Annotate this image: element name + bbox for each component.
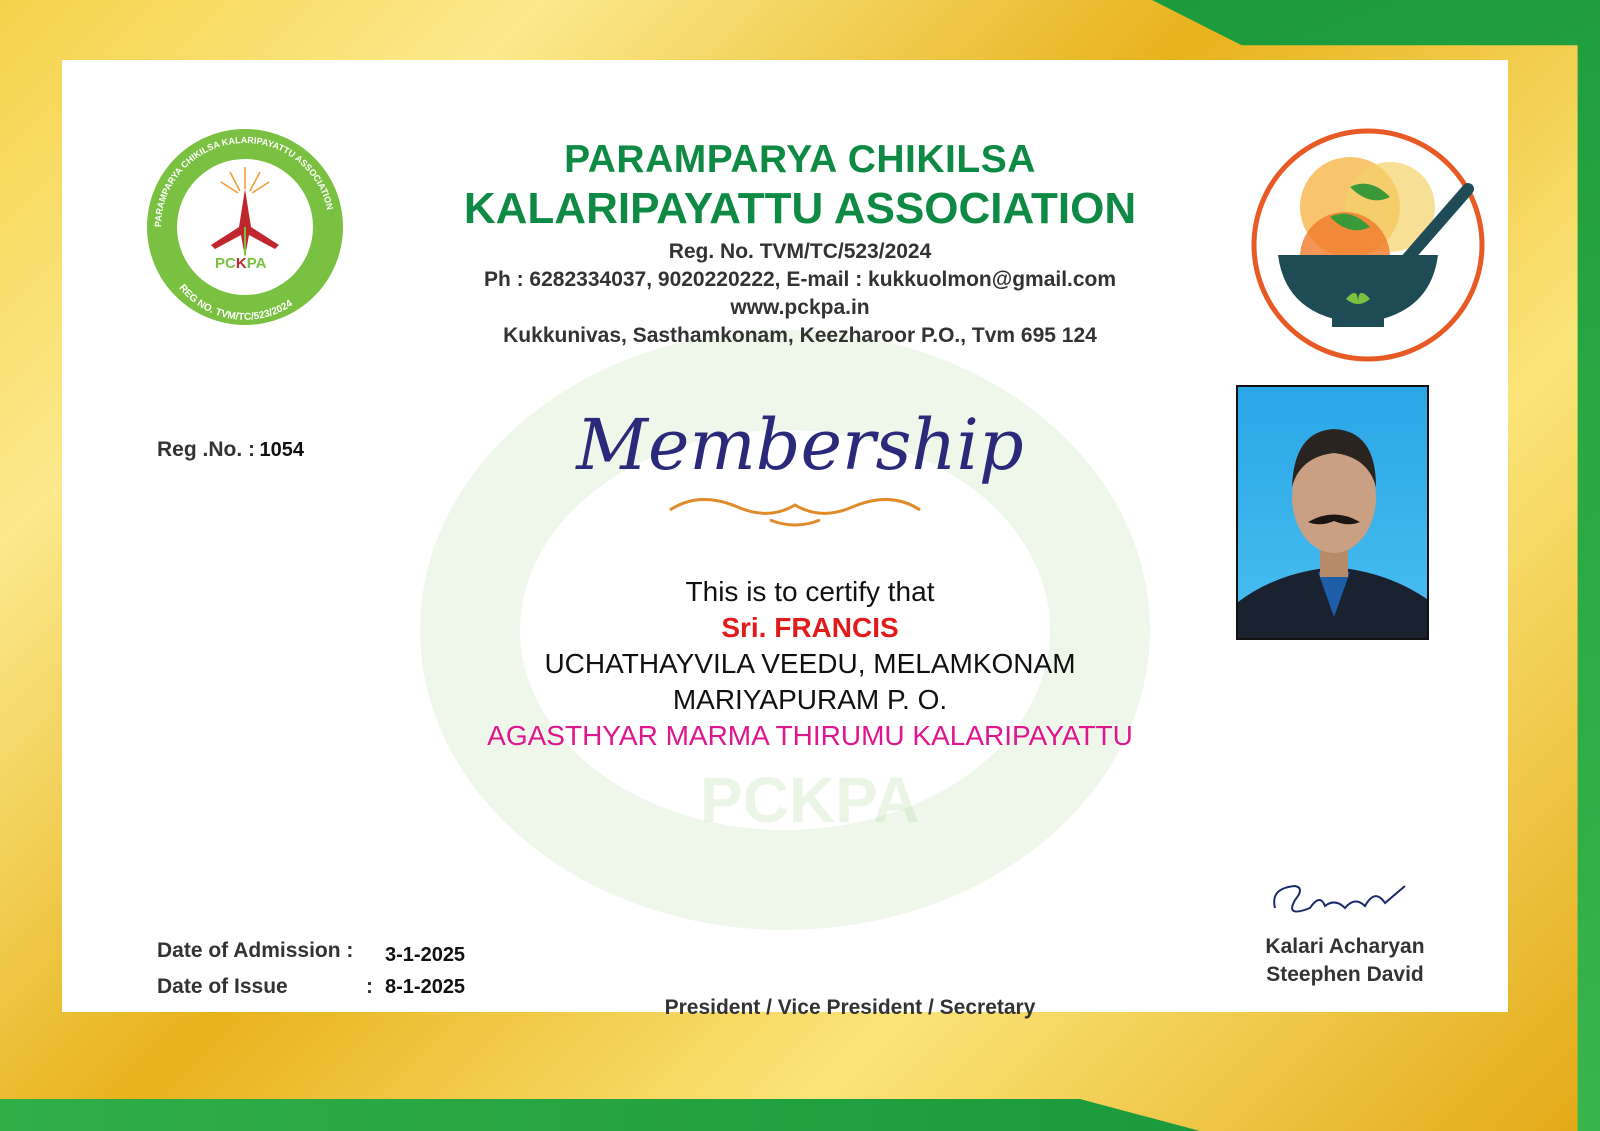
admission-label: Date of Admission : bbox=[157, 939, 354, 962]
org-contact: Ph : 6282334037, 9020220222, E-mail : kukkuolmon@gmail.com bbox=[483, 268, 1117, 291]
logo-abbr-k: K bbox=[235, 255, 247, 272]
org-website: www.pckpa.in bbox=[730, 296, 870, 319]
issue-colon: : bbox=[366, 975, 373, 998]
signatory-name1: Kalari Acharyan bbox=[1265, 935, 1425, 958]
reg-value: 1054 bbox=[259, 439, 304, 461]
watermark-pckpa: PCKPA bbox=[700, 764, 920, 836]
certificate-title: Membership bbox=[576, 404, 1024, 486]
member-portrait bbox=[1238, 387, 1429, 640]
org-reg-no: Reg. No. TVM/TC/523/2024 bbox=[668, 240, 932, 263]
reg-number bbox=[157, 438, 304, 462]
member-name: Sri. FRANCIS bbox=[721, 612, 899, 643]
signature bbox=[1265, 878, 1415, 928]
signatory-name2: Steephen David bbox=[1266, 963, 1424, 986]
org-title-line1: PARAMPARYA CHIKILSA bbox=[564, 138, 1036, 181]
ornament-flourish bbox=[660, 490, 930, 530]
certify-intro: This is to certify that bbox=[685, 576, 935, 607]
org-title-line2: KALARIPAYATTU ASSOCIATION bbox=[463, 184, 1137, 233]
member-address-line1: UCHATHAYVILA VEEDU, MELAMKONAM bbox=[544, 648, 1076, 679]
issue-label: Date of Issue bbox=[157, 975, 288, 998]
signatory-roles: President / Vice President / Secretary bbox=[664, 996, 1036, 1019]
border-green-bottom-left bbox=[0, 1051, 1200, 1131]
logo-abbr-pa: PA bbox=[246, 255, 267, 272]
member-style: AGASTHYAR MARMA THIRUMU KALARIPAYATTU bbox=[487, 720, 1133, 751]
svg-text:PARAMPARYA CHIKILSA KALARIPAYA: PARAMPARYA CHIKILSA KALARIPAYATTU ASSOCIATION bbox=[152, 134, 336, 228]
issue-date: 8-1-2025 bbox=[385, 976, 466, 998]
admission-date: 3-1-2025 bbox=[385, 944, 466, 966]
svg-text:REG NO. TVM/TC/523/2024: REG NO. TVM/TC/523/2024 bbox=[176, 282, 295, 323]
reg-label: Reg .No. : bbox=[157, 438, 255, 461]
logo-abbr-pc: PC bbox=[215, 255, 236, 272]
org-address: Kukkunivas, Sasthamkonam, Keezharoor P.O., Tvm 695 124 bbox=[503, 324, 1097, 347]
member-address-line2: MARIYAPURAM P. O. bbox=[672, 684, 948, 715]
member-photo bbox=[1236, 385, 1429, 640]
